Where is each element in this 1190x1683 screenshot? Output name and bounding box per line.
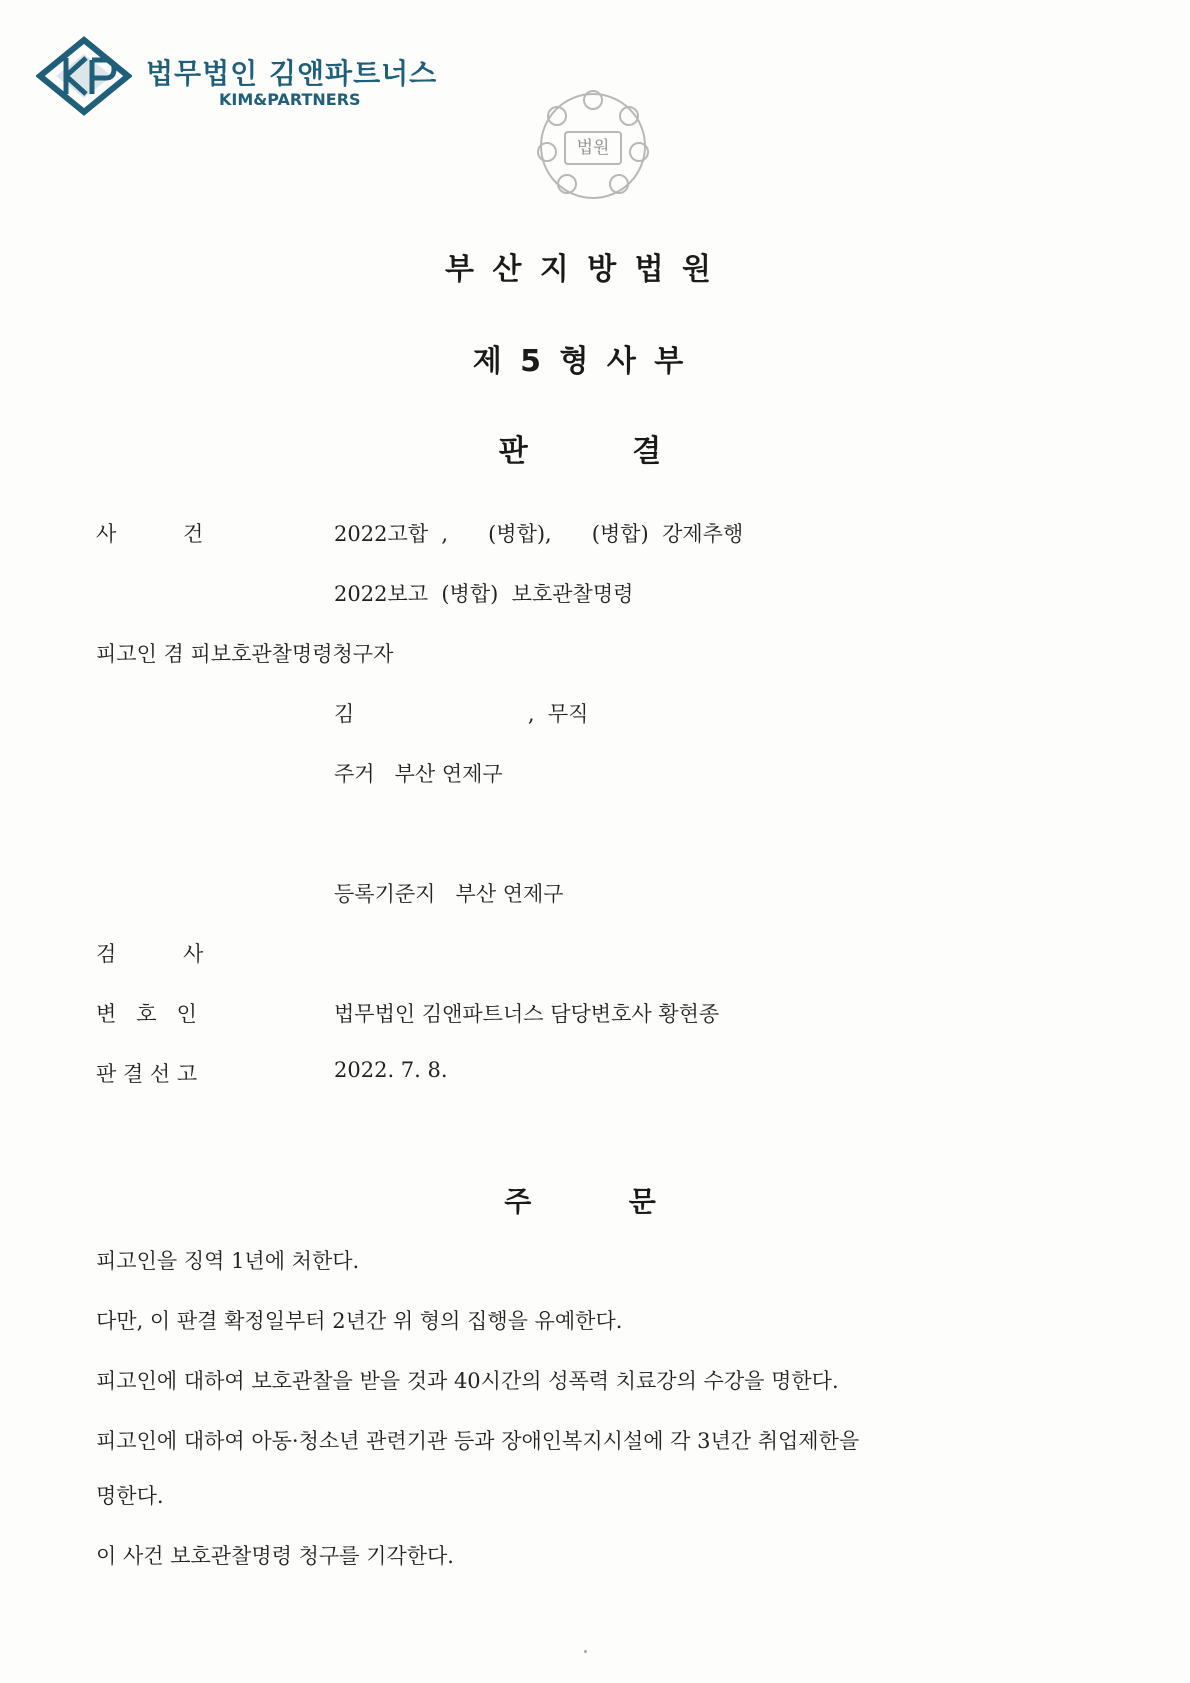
case-label: 사 건 [96,522,204,546]
order-line: 이 사건 보호관찰명령 청구를 기각한다. [96,1544,454,1568]
attorney-name: 법무법인 김앤파트너스 담당변호사 황현종 [334,1002,720,1026]
registered-domicile: 등록기준지 부산 연제구 [334,882,564,906]
order-line: 피고인을 징역 1년에 처한다. [96,1249,360,1273]
division-name: 제 5 형 사 부 [472,344,688,379]
defendant-name: 김 , 무직 [334,702,589,726]
defendant-residence: 주거 부산 연제구 [334,762,503,786]
case-number-line1: 2022고합 , (병합), (병합) 강제추행 [334,522,744,546]
court-seal [533,86,653,206]
firm-logo [36,36,456,122]
document-type: 판 결 [498,434,662,469]
order-line: 다만, 이 판결 확정일부터 2년간 위 형의 집행을 유예한다. [96,1309,623,1333]
defendant-label: 피고인 겸 피보호관찰명령청구자 [96,642,394,666]
verdict-date: 2022. 7. 8. [334,1058,448,1082]
order-line: 피고인에 대하여 보호관찰을 받을 것과 40시간의 성폭력 치료강의 수강을 명한다. [96,1369,839,1393]
order-title: 주 문 [504,1185,656,1218]
firm-name-english: KIM&PARTNERS [219,90,361,109]
prosecutor-label: 검 사 [96,942,204,966]
firm-logo-mark-icon [36,36,132,116]
attorney-label: 변 호 인 [96,1002,197,1026]
court-seal-text: 법원 [576,138,610,158]
scan-speck [584,1650,587,1653]
court-name: 부 산 지 방 법 원 [444,252,716,287]
case-number-line2: 2022보고 (병합) 보호관찰명령 [334,582,634,606]
firm-name-korean: 법무법인 김앤파트너스 [146,57,438,90]
verdict-date-label: 판 결 선 고 [96,1062,198,1086]
order-line: 명한다. [96,1484,164,1508]
order-line: 피고인에 대하여 아동·청소년 관련기관 등과 장애인복지시설에 각 3년간 취업제한을 [96,1429,860,1453]
